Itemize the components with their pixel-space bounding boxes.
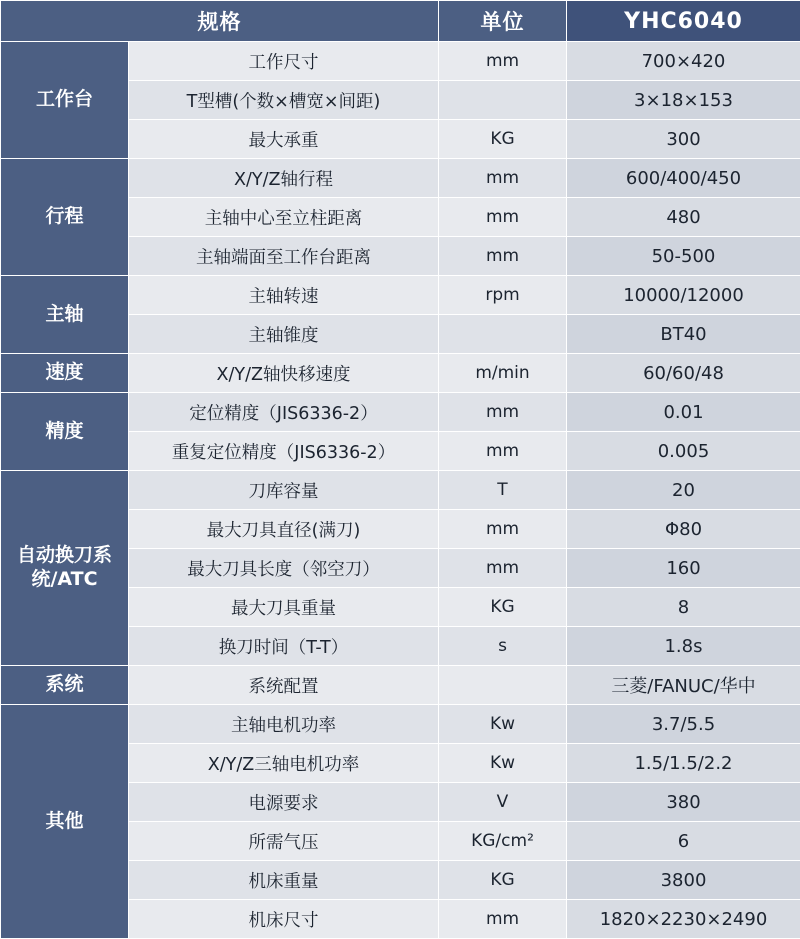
group-label: 行程 <box>1 159 129 276</box>
spec-item: X/Y/Z三轴电机功率 <box>129 744 439 783</box>
spec-value: 480 <box>567 198 800 237</box>
table-body <box>1 42 800 939</box>
spec-item: X/Y/Z轴快移速度 <box>129 354 439 393</box>
group-label: 其他 <box>1 705 129 939</box>
spec-item: 机床尺寸 <box>129 900 439 939</box>
spec-unit <box>439 81 567 120</box>
spec-unit: mm <box>439 42 567 81</box>
table-row <box>1 666 800 705</box>
table-row <box>1 393 800 432</box>
table-row <box>1 42 800 81</box>
spec-unit: mm <box>439 549 567 588</box>
spec-unit: mm <box>439 198 567 237</box>
spec-item: 最大承重 <box>129 120 439 159</box>
spec-unit <box>439 666 567 705</box>
spec-item: 最大刀具直径(满刀) <box>129 510 439 549</box>
spec-value: 600/400/450 <box>567 159 800 198</box>
spec-unit: rpm <box>439 276 567 315</box>
spec-value: 三菱/FANUC/华中 <box>567 666 800 705</box>
spec-item: 定位精度（JIS6336-2） <box>129 393 439 432</box>
spec-unit: s <box>439 627 567 666</box>
table-row <box>1 276 800 315</box>
spec-value: 50-500 <box>567 237 800 276</box>
table-row <box>1 159 800 198</box>
spec-unit: Kw <box>439 744 567 783</box>
spec-item: 刀库容量 <box>129 471 439 510</box>
spec-unit: mm <box>439 510 567 549</box>
spec-value: 3.7/5.5 <box>567 705 800 744</box>
table-row <box>1 471 800 510</box>
spec-value: 3800 <box>567 861 800 900</box>
spec-item: 最大刀具长度（邻空刀） <box>129 549 439 588</box>
table-row <box>1 705 800 744</box>
spec-item: 工作尺寸 <box>129 42 439 81</box>
table-row <box>1 354 800 393</box>
spec-unit: mm <box>439 432 567 471</box>
spec-value: 380 <box>567 783 800 822</box>
spec-item: X/Y/Z轴行程 <box>129 159 439 198</box>
spec-value: 1820×2230×2490 <box>567 900 800 939</box>
table-header-row <box>1 1 800 42</box>
spec-value: Φ80 <box>567 510 800 549</box>
spec-unit: KG <box>439 588 567 627</box>
spec-item: 主轴电机功率 <box>129 705 439 744</box>
spec-item: 换刀时间（T-T） <box>129 627 439 666</box>
header-unit: 单位 <box>439 1 567 42</box>
spec-item: T型槽(个数×槽宽×间距) <box>129 81 439 120</box>
spec-unit: mm <box>439 900 567 939</box>
spec-unit: m/min <box>439 354 567 393</box>
spec-unit <box>439 315 567 354</box>
spec-unit: KG/cm² <box>439 822 567 861</box>
spec-item: 所需气压 <box>129 822 439 861</box>
spec-item: 重复定位精度（JIS6336-2） <box>129 432 439 471</box>
spec-unit: mm <box>439 237 567 276</box>
spec-value: 8 <box>567 588 800 627</box>
spec-value: 60/60/48 <box>567 354 800 393</box>
spec-unit: mm <box>439 393 567 432</box>
spec-value: 700×420 <box>567 42 800 81</box>
spec-unit: V <box>439 783 567 822</box>
spec-value: 1.8s <box>567 627 800 666</box>
spec-value: 300 <box>567 120 800 159</box>
spec-unit: T <box>439 471 567 510</box>
group-label: 精度 <box>1 393 129 471</box>
spec-value: 20 <box>567 471 800 510</box>
spec-unit: KG <box>439 861 567 900</box>
spec-unit: Kw <box>439 705 567 744</box>
group-label: 速度 <box>1 354 129 393</box>
header-model: YHC6040 <box>567 1 800 42</box>
spec-value: 0.005 <box>567 432 800 471</box>
spec-item: 电源要求 <box>129 783 439 822</box>
spec-item: 机床重量 <box>129 861 439 900</box>
spec-item: 主轴锥度 <box>129 315 439 354</box>
header-spec: 规格 <box>1 1 439 42</box>
spec-value: 1.5/1.5/2.2 <box>567 744 800 783</box>
group-label: 工作台 <box>1 42 129 159</box>
group-label: 自动换刀系统/ATC <box>1 471 129 666</box>
spec-value: 0.01 <box>567 393 800 432</box>
spec-unit: KG <box>439 120 567 159</box>
spec-item: 最大刀具重量 <box>129 588 439 627</box>
group-label: 系统 <box>1 666 129 705</box>
spec-value: 6 <box>567 822 800 861</box>
group-label: 主轴 <box>1 276 129 354</box>
spec-value: 160 <box>567 549 800 588</box>
spec-value: 10000/12000 <box>567 276 800 315</box>
spec-item: 主轴转速 <box>129 276 439 315</box>
spec-item: 主轴中心至立柱距离 <box>129 198 439 237</box>
spec-item: 主轴端面至工作台距离 <box>129 237 439 276</box>
spec-item: 系统配置 <box>129 666 439 705</box>
spec-value: 3×18×153 <box>567 81 800 120</box>
spec-value: BT40 <box>567 315 800 354</box>
spec-unit: mm <box>439 159 567 198</box>
